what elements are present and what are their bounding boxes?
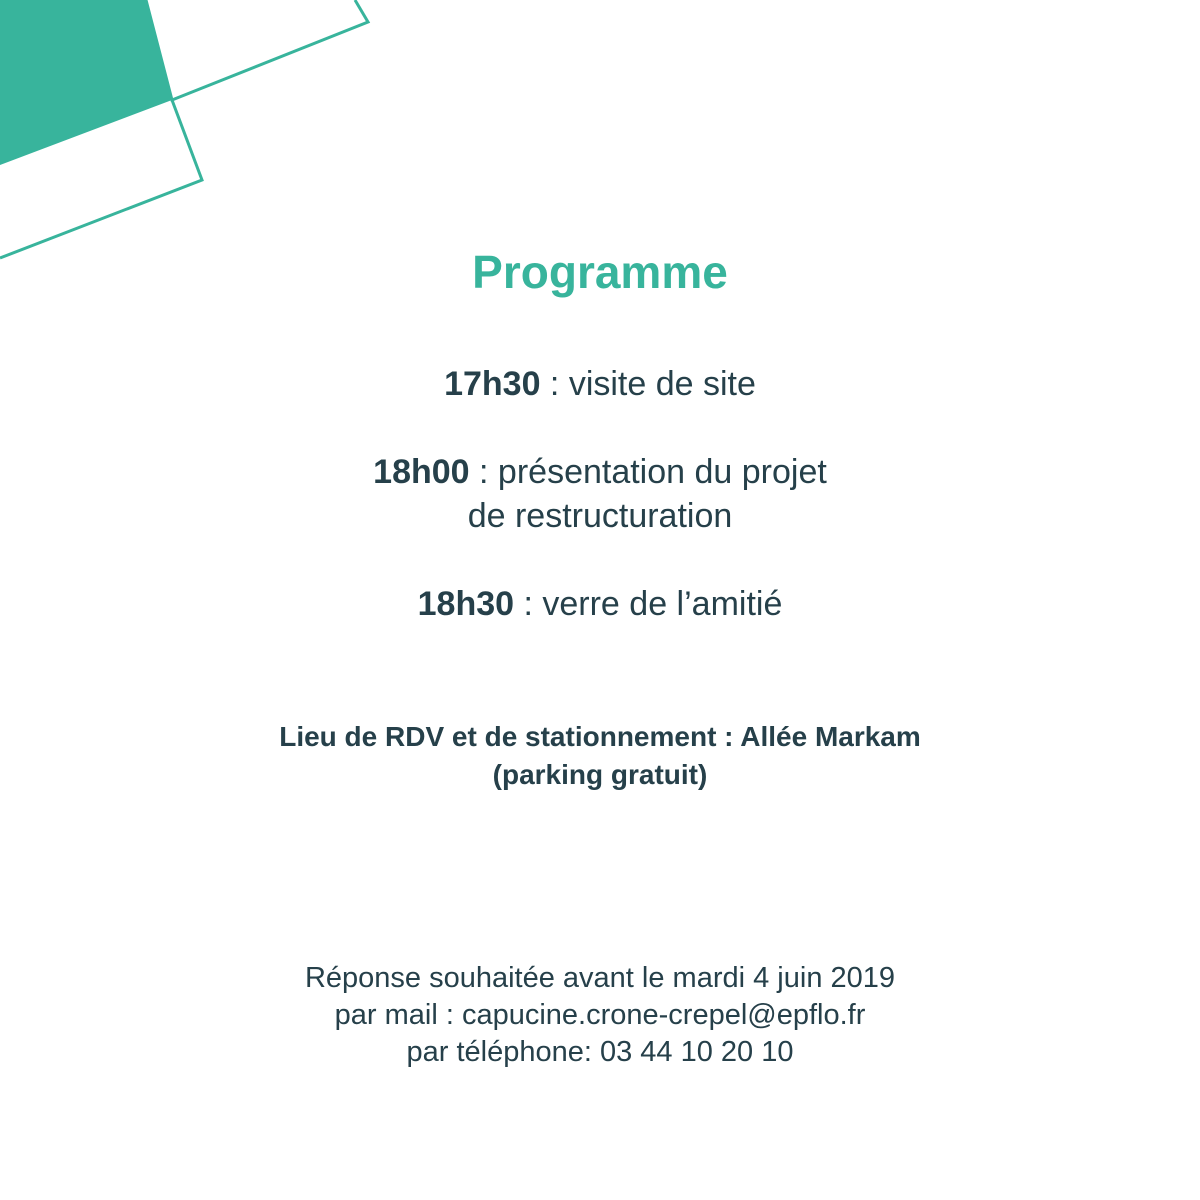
rsvp-deadline: Réponse souhaitée avant le mardi 4 juin 2019 [304,962,896,994]
schedule-separator: : [469,453,498,491]
teal-filled-square [0,0,172,165]
venue-location: Lieu de RDV et de stationnement : Allée Markam [279,721,921,752]
schedule-time: 18h00 [373,453,470,491]
schedule-activity: verre de l’amitié [542,585,783,623]
schedule-item-1 [0,362,1200,406]
rsvp-phone: par téléphone: 03 44 10 20 10 [406,1036,794,1068]
schedule-activity-continuation: de restructuration [467,497,733,535]
outline-square-large [146,0,368,100]
schedule-item-2 [0,450,1200,538]
decorative-geometric-shapes [0,0,380,270]
schedule-activity: visite de site [568,365,756,403]
rsvp-info [0,960,1200,1071]
schedule-item-3 [0,582,1200,626]
venue-info [0,718,1200,794]
schedule-activity: présentation du projet [497,453,827,491]
schedule-separator: : [514,585,543,623]
venue-parking-note: (parking gratuit) [492,759,708,790]
schedule-separator: : [540,365,569,403]
rsvp-email: par mail : capucine.crone-crepel@epflo.fr [334,999,866,1031]
schedule-time: 18h30 [417,585,515,623]
page-title: Programme [472,246,728,298]
schedule-time: 17h30 [444,365,541,403]
